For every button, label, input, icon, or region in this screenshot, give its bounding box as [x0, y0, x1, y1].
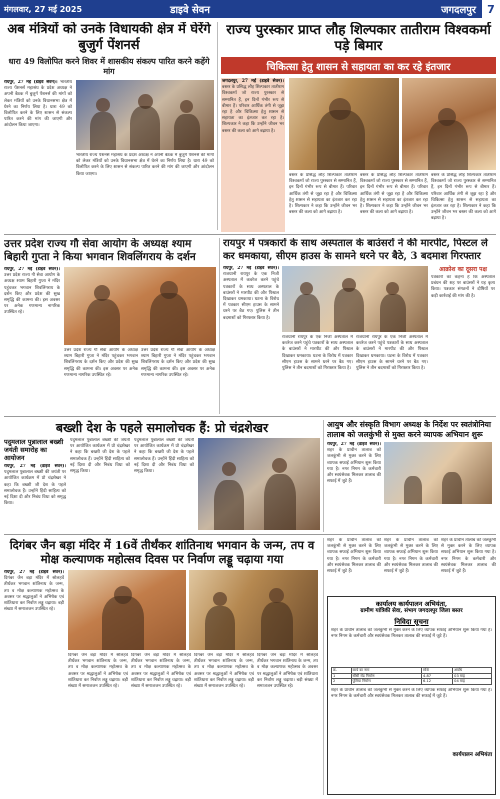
ad-cell: सीसी रोड निर्माण [351, 673, 422, 679]
article-talab-col2 [327, 538, 381, 590]
article-bakhshi-title: बख्शी देश के पहले समालोचक हैं: प्रो चंद्रशेखर [55, 420, 269, 435]
article-craftsman-col1 [221, 78, 285, 232]
journalists-photo [282, 266, 428, 332]
article-journalists-body-2: राजधानी रायपुर के एक निजी अस्पताल में कवरेज करने पहुंचे पत्रकारों के साथ अस्पताल के बाउंसरों ने मारपीट की और पिस्टल दिखाकर धमकाया। घटना के विरोध में पत्रकार सीएम हाउस के सामने धरने पर बैठ गए। पुलिस ने तीन बदमाशों को गिरफ्तार किया है। [282, 335, 353, 372]
article-jain-title: दिगंबर जैन बड़ा मंदिर में 16वें तीर्थंकर शांतिनाथ भगवान के जन्म, तप व मोक्ष कल्याणक महोत्सव दिवस पर निर्वाण लड्डू चढ़ाया गया [9, 538, 315, 566]
ad-cell: पुलिया निर्माण [351, 679, 422, 685]
article-jain-col1 [4, 570, 64, 780]
article-gauseva [4, 238, 216, 414]
article-talab-continued [327, 538, 496, 592]
jain-photo-2 [189, 570, 318, 650]
journalists-sidebar-title: आक्रोश का दूसरा पक्ष [439, 266, 487, 273]
article-bakhshi-body-3: पदुमलाल पुन्नालाल बख्शी की जयंती पर आयोजित कार्यक्रम में प्रो चंद्रशेखर ने कहा कि बख्शी जी देश के पहले समालोचक हैं। उन्होंने हिंदी साहित्य को नई दिशा दी और निबंध विधा को समृद्ध किया। [134, 438, 194, 475]
article-talab-dateline: रायपुर, 27 मई (डाइवे सेवन)। [327, 442, 381, 447]
article-craftsman [221, 22, 496, 232]
article-jain-dateline: रायपुर, 27 मई (डाइवे सेवन)। [4, 570, 64, 575]
article-jain-body-4: दिगंबर जैन बड़ा मंदिर में सोलहवें तीर्थंकर भगवान शांतिनाथ के जन्म, तप व मोक्ष कल्याणक महोत्सव के अवसर पर श्रद्धालुओं ने अभिषेक एवं शांतिधारा कर निर्वाण लड्डू चढ़ाया। बड़ी संख्या में समाजजन उपस्थित रहे। [194, 653, 254, 690]
article-pensioners-title: अब मंत्रियों को उनके विधायकी क्षेत्र में घेरेंगे बुजुर्ग पेंशनर्स [7, 22, 211, 53]
article-bakhshi [4, 420, 320, 532]
article-talab-col1 [327, 442, 381, 504]
ad-cell: 1 [332, 673, 352, 679]
jain-photo-1 [68, 570, 186, 650]
article-pensioners-col1 [4, 80, 72, 232]
article-gauseva-body-2: उत्तर प्रदेश राज्य गौ सेवा आयोग के अध्यक्ष श्याम बिहारी गुप्ता ने मंदिर पहुंचकर भगवान शिवलिंगराय के दर्शन किए और प्रदेश की सुख समृद्धि की कामना की। इस अवसर पर अनेक गणमान्य नागरिक उपस्थित रहे। [64, 348, 138, 378]
article-pensioners-body-cont: भारतीय राज्य पेंशनर्स महासंघ के प्रदेश अध्यक्ष ने अपनी बैठक में बुजुर्ग पेंशनर्स की मांगों को लेकर मंत्रियों को उनके विधानसभा क्षेत्र में घेरने का निर्णय लिया है। धारा 49 को विलोपित करने के लिए शासन से संकल्प पारित करने की मांग की जाएगी और आंदोलन किया जाएगा। [76, 153, 214, 177]
ad-notice: निविदा सूचना [394, 617, 429, 626]
article-journalists-dateline: रायपुर, 27 मई (डाइवे सेवन)। [223, 266, 279, 271]
article-journalists [223, 238, 496, 414]
bakhshi-side-title: पदुमलाल पुन्नालाल बख्शी जयंती समारोह का आयोजन [4, 438, 64, 462]
article-journalists-col3 [356, 335, 428, 401]
article-pensioners-subtitle: धारा 49 विलोपित करने शिवर में शासकीय संकल्प पारित करने कहेंगे मांग [8, 56, 210, 76]
article-gauseva-title: उत्तर प्रदेश राज्य गौ सेवा आयोग के अध्यक्ष श्याम बिहारी गुप्ता ने किया भगवान शिवलिंगराय के दर्शन [4, 238, 196, 263]
article-gauseva-col2 [64, 348, 138, 400]
article-talab-col3 [384, 538, 438, 590]
journalists-sidebar-body: पत्रकारों का कहना है कि अस्पताल प्रबंधन की शह पर बाउंसरों ने यह कृत्य किया। पत्रकार संगठनों ने दोषियों पर कड़ी कार्रवाई की मांग की है। [431, 275, 495, 299]
tender-advertisement [327, 596, 496, 795]
article-jain-col2 [68, 653, 128, 777]
ad-signature: कार्यपालन अभियंता [452, 751, 492, 758]
paper-name: डाइवे सेवन [170, 5, 210, 16]
article-jain-body: दिगंबर जैन बड़ा मंदिर में सोलहवें तीर्थंकर भगवान शांतिनाथ के जन्म, तप व मोक्ष कल्याणक महोत्सव के अवसर पर श्रद्धालुओं ने अभिषेक एवं शांतिधारा कर निर्वाण लड्डू चढ़ाया। बड़ी संख्या में समाजजन उपस्थित रहे। [4, 576, 64, 613]
article-bakhshi-body: पदुमलाल पुन्नालाल बख्शी की जयंती पर आयोजित कार्यक्रम में प्रो चंद्रशेखर ने कहा कि बख्शी जी देश के पहले समालोचक हैं। उन्होंने हिंदी साहित्य को नई दिशा दी और निबंध विधा को समृद्ध किया। [4, 470, 66, 507]
ad-cell: 2 [332, 679, 352, 685]
page-number: 7 [482, 0, 500, 18]
article-bakhshi-col2 [70, 438, 130, 530]
article-jain-col5 [257, 653, 318, 777]
article-craftsman-body: बस्तर के प्रसिद्ध लौह शिल्पकार तातीराम विश्वकर्मा जो राज्य पुरस्कार से सम्मानित हैं, इन दिनों गंभीर रूप से बीमार हैं। परिवार आर्थिक तंगी से जूझ रहा है और चिकित्सा हेतु शासन से सहायता का इंतजार कर रहा है। शिल्पकार ने कहा कि उन्होंने जीवन भर बस्तर की कला को आगे बढ़ाया है। [222, 85, 284, 134]
article-pensioners [4, 22, 214, 232]
article-talab-col4 [441, 538, 496, 590]
article-gauseva-body-3: उत्तर प्रदेश राज्य गौ सेवा आयोग के अध्यक्ष श्याम बिहारी गुप्ता ने मंदिर पहुंचकर भगवान शिवलिंगराय के दर्शन किए और प्रदेश की सुख समृद्धि की कामना की। इस अवसर पर अनेक गणमान्य नागरिक उपस्थित रहे। [141, 348, 215, 378]
ad-table [331, 667, 492, 685]
ad-intro [331, 628, 492, 664]
ad-terms-text: शहर के प्राचीन तालाब को जलकुंभी से मुक्त करने के लिए व्यापक सफाई अभियान शुरू किया गया है। नगर निगम के कर्मचारी और स्वयंसेवक मिलकर तालाब की सफाई में जुटे हैं। [331, 687, 492, 699]
article-gauseva-col3 [141, 348, 215, 400]
article-pensioners-dateline: रायपुर, 27 मई (डाइवे सेवन)। [4, 80, 58, 85]
article-craftsman-body-3: बस्तर के प्रसिद्ध लौह शिल्पकार तातीराम विश्वकर्मा जो राज्य पुरस्कार से सम्मानित हैं, इन दिनों गंभीर रूप से बीमार हैं। परिवार आर्थिक तंगी से जूझ रहा है और चिकित्सा हेतु शासन से सहायता का इंतजार कर रहा है। शिल्पकार ने कहा कि उन्होंने जीवन भर बस्तर की कला को आगे बढ़ाया है। [360, 173, 428, 216]
pensioners-photo [76, 80, 214, 150]
edition-city: जगदलपुर [441, 5, 476, 16]
article-pensioners-col2 [76, 153, 214, 232]
ad-cell: कार्य का नाम [351, 668, 422, 674]
masthead [0, 0, 500, 18]
article-gauseva-col1 [4, 267, 60, 401]
article-gauseva-body: उत्तर प्रदेश राज्य गौ सेवा आयोग के अध्यक्ष श्याम बिहारी गुप्ता ने मंदिर पहुंचकर भगवान शिवलिंगराय के दर्शन किए और प्रदेश की सुख समृद्धि की कामना की। इस अवसर पर अनेक गणमान्य नागरिक उपस्थित रहे। [4, 273, 60, 316]
article-bakhshi-body-2: पदुमलाल पुन्नालाल बख्शी की जयंती पर आयोजित कार्यक्रम में प्रो चंद्रशेखर ने कहा कि बख्शी जी देश के पहले समालोचक हैं। उन्होंने हिंदी साहित्य को नई दिशा दी और निबंध विधा को समृद्ध किया। [70, 438, 130, 475]
article-pensioners-body: भारतीय राज्य पेंशनर्स महासंघ के प्रदेश अध्यक्ष ने अपनी बैठक में बुजुर्ग पेंशनर्स की मांगों को लेकर मंत्रियों को उनके विधानसभा क्षेत्र में घेरने का निर्णय लिया है। धारा 49 को विलोपित करने के लिए शासन से संकल्प पारित करने की मांग की जाएगी और आंदोलन किया जाएगा। [4, 80, 72, 129]
ad-cell: 04 माह [453, 679, 492, 685]
article-journalists-col2 [282, 335, 353, 401]
issue-date: मंगलवार, 27 मई 2025 [4, 4, 83, 14]
article-craftsman-body-4: बस्तर के प्रसिद्ध लौह शिल्पकार तातीराम विश्वकर्मा जो राज्य पुरस्कार से सम्मानित हैं, इन दिनों गंभीर रूप से बीमार हैं। परिवार आर्थिक तंगी से जूझ रहा है और चिकित्सा हेतु शासन से सहायता का इंतजार कर रहा है। शिल्पकार ने कहा कि उन्होंने जीवन भर बस्तर की कला को आगे बढ़ाया है। [431, 173, 496, 222]
article-talab [327, 420, 496, 532]
article-journalists-title: रायपुर में पत्रकारों के साथ अस्पताल के बाउंसरों ने की मारपीट, पिस्टल ले कर धमकाया, सीएम हाउस के सामने धरने पर बैठे, 3 बदमाश गिरफ्तार [223, 238, 488, 262]
article-jain-body-3: दिगंबर जैन बड़ा मंदिर में सोलहवें तीर्थंकर भगवान शांतिनाथ के जन्म, तप व मोक्ष कल्याणक महोत्सव के अवसर पर श्रद्धालुओं ने अभिषेक एवं शांतिधारा कर निर्वाण लड्डू चढ़ाया। बड़ी संख्या में समाजजन उपस्थित रहे। [131, 653, 191, 690]
article-craftsman-dateline: जगदलपुर, 27 मई (डाइवे सेवन)। [222, 79, 284, 84]
article-talab-body-4: शहर के प्राचीन तालाब को जलकुंभी से मुक्त करने के लिए व्यापक सफाई अभियान शुरू किया गया है। नगर निगम के कर्मचारी और स्वयंसेवक मिलकर तालाब की सफाई में जुटे हैं। [441, 538, 496, 575]
article-jain-body-5: दिगंबर जैन बड़ा मंदिर में सोलहवें तीर्थंकर भगवान शांतिनाथ के जन्म, तप व मोक्ष कल्याणक महोत्सव के अवसर पर श्रद्धालुओं ने अभिषेक एवं शांतिधारा कर निर्वाण लड्डू चढ़ाया। बड़ी संख्या में समाजजन उपस्थित रहे। [257, 653, 318, 690]
article-talab-body: शहर के प्राचीन तालाब को जलकुंभी से मुक्त करने के लिए व्यापक सफाई अभियान शुरू किया गया है। नगर निगम के कर्मचारी और स्वयंसेवक मिलकर तालाब की सफाई में जुटे हैं। [327, 448, 381, 485]
article-journalists-body: राजधानी रायपुर के एक निजी अस्पताल में कवरेज करने पहुंचे पत्रकारों के साथ अस्पताल के बाउंसरों ने मारपीट की और पिस्टल दिखाकर धमकाया। घटना के विरोध में पत्रकार सीएम हाउस के सामने धरने पर बैठ गए। पुलिस ने तीन बदमाशों को गिरफ्तार किया है। [223, 272, 279, 321]
ad-intro-text: शहर के प्राचीन तालाब को जलकुंभी से मुक्त करने के लिए व्यापक सफाई अभियान शुरू किया गया है। नगर निगम के कर्मचारी और स्वयंसेवक मिलकर तालाब की सफाई में जुटे हैं। [331, 628, 492, 640]
ad-cell: 4.87 [422, 673, 453, 679]
ad-cell: 03 माह [453, 673, 492, 679]
article-craftsman-col3 [360, 173, 428, 232]
ad-table-row [332, 679, 492, 685]
article-journalists-body-3: राजधानी रायपुर के एक निजी अस्पताल में कवरेज करने पहुंचे पत्रकारों के साथ अस्पताल के बाउंसरों ने मारपीट की और पिस्टल दिखाकर धमकाया। घटना के विरोध में पत्रकार सीएम हाउस के सामने धरने पर बैठ गए। पुलिस ने तीन बदमाशों को गिरफ्तार किया है। [356, 335, 428, 372]
article-journalists-col1 [223, 266, 279, 402]
article-craftsman-col2 [289, 173, 357, 232]
ad-terms [331, 688, 492, 748]
ad-cell: राशि [422, 668, 453, 674]
bakhshi-photo [198, 438, 320, 530]
article-jain-body-2: दिगंबर जैन बड़ा मंदिर में सोलहवें तीर्थंकर भगवान शांतिनाथ के जन्म, तप व मोक्ष कल्याणक महोत्सव के अवसर पर श्रद्धालुओं ने अभिषेक एवं शांतिधारा कर निर्वाण लड्डू चढ़ाया। बड़ी संख्या में समाजजन उपस्थित रहे। [68, 653, 128, 690]
gauseva-photo [64, 267, 216, 345]
ad-cell: अवधि [453, 668, 492, 674]
article-gauseva-dateline: रायपुर, 27 मई (डाइवे सेवन)। [4, 267, 60, 272]
craftsman-photo-2 [402, 78, 496, 170]
article-craftsman-body-2: बस्तर के प्रसिद्ध लौह शिल्पकार तातीराम विश्वकर्मा जो राज्य पुरस्कार से सम्मानित हैं, इन दिनों गंभीर रूप से बीमार हैं। परिवार आर्थिक तंगी से जूझ रहा है और चिकित्सा हेतु शासन से सहायता का इंतजार कर रहा है। शिल्पकार ने कहा कि उन्होंने जीवन भर बस्तर की कला को आगे बढ़ाया है। [289, 173, 357, 216]
article-bakhshi-col3 [134, 438, 194, 530]
ad-cell: 6.12 [422, 679, 453, 685]
article-craftsman-title: राज्य पुरस्कार प्राप्त लौह शिल्पकार तातीराम विश्वकर्मा पड़े बिमार [226, 22, 491, 54]
article-bakhshi-dateline: रायपुर, 27 मई (डाइवे सेवन)। [4, 464, 66, 469]
ad-office: कार्यालय कार्यपालन अभियंता, [375, 600, 448, 608]
article-jain [4, 538, 320, 795]
article-craftsman-col4 [431, 173, 496, 232]
ad-dept: ग्रामीण यांत्रिकी सेवा, संभाग जगदलपुर जिला बस्तर [360, 608, 463, 614]
article-bakhshi-col1 [4, 464, 66, 530]
article-talab-title: आयुष और संस्कृति विभाग अध्यक्ष के निर्देश पर स्वतंत्रोनिया तालाब को जलकुंभी से मुक्त करने व्यापक अभियान शुरू [327, 420, 491, 439]
article-jain-col3 [131, 653, 191, 777]
article-jain-col4 [194, 653, 254, 777]
craftsman-photo-1 [289, 78, 399, 170]
talab-photo [384, 442, 492, 504]
article-talab-body-3: शहर के प्राचीन तालाब को जलकुंभी से मुक्त करने के लिए व्यापक सफाई अभियान शुरू किया गया है। नगर निगम के कर्मचारी और स्वयंसेवक मिलकर तालाब की सफाई में जुटे हैं। [384, 538, 438, 575]
article-talab-body-2: शहर के प्राचीन तालाब को जलकुंभी से मुक्त करने के लिए व्यापक सफाई अभियान शुरू किया गया है। नगर निगम के कर्मचारी और स्वयंसेवक मिलकर तालाब की सफाई में जुटे हैं। [327, 538, 381, 575]
article-craftsman-banner: चिकित्सा हेतु शासन से सहायता का कर रहे इंतजार [221, 57, 496, 74]
ad-cell: क्र. [332, 668, 352, 674]
